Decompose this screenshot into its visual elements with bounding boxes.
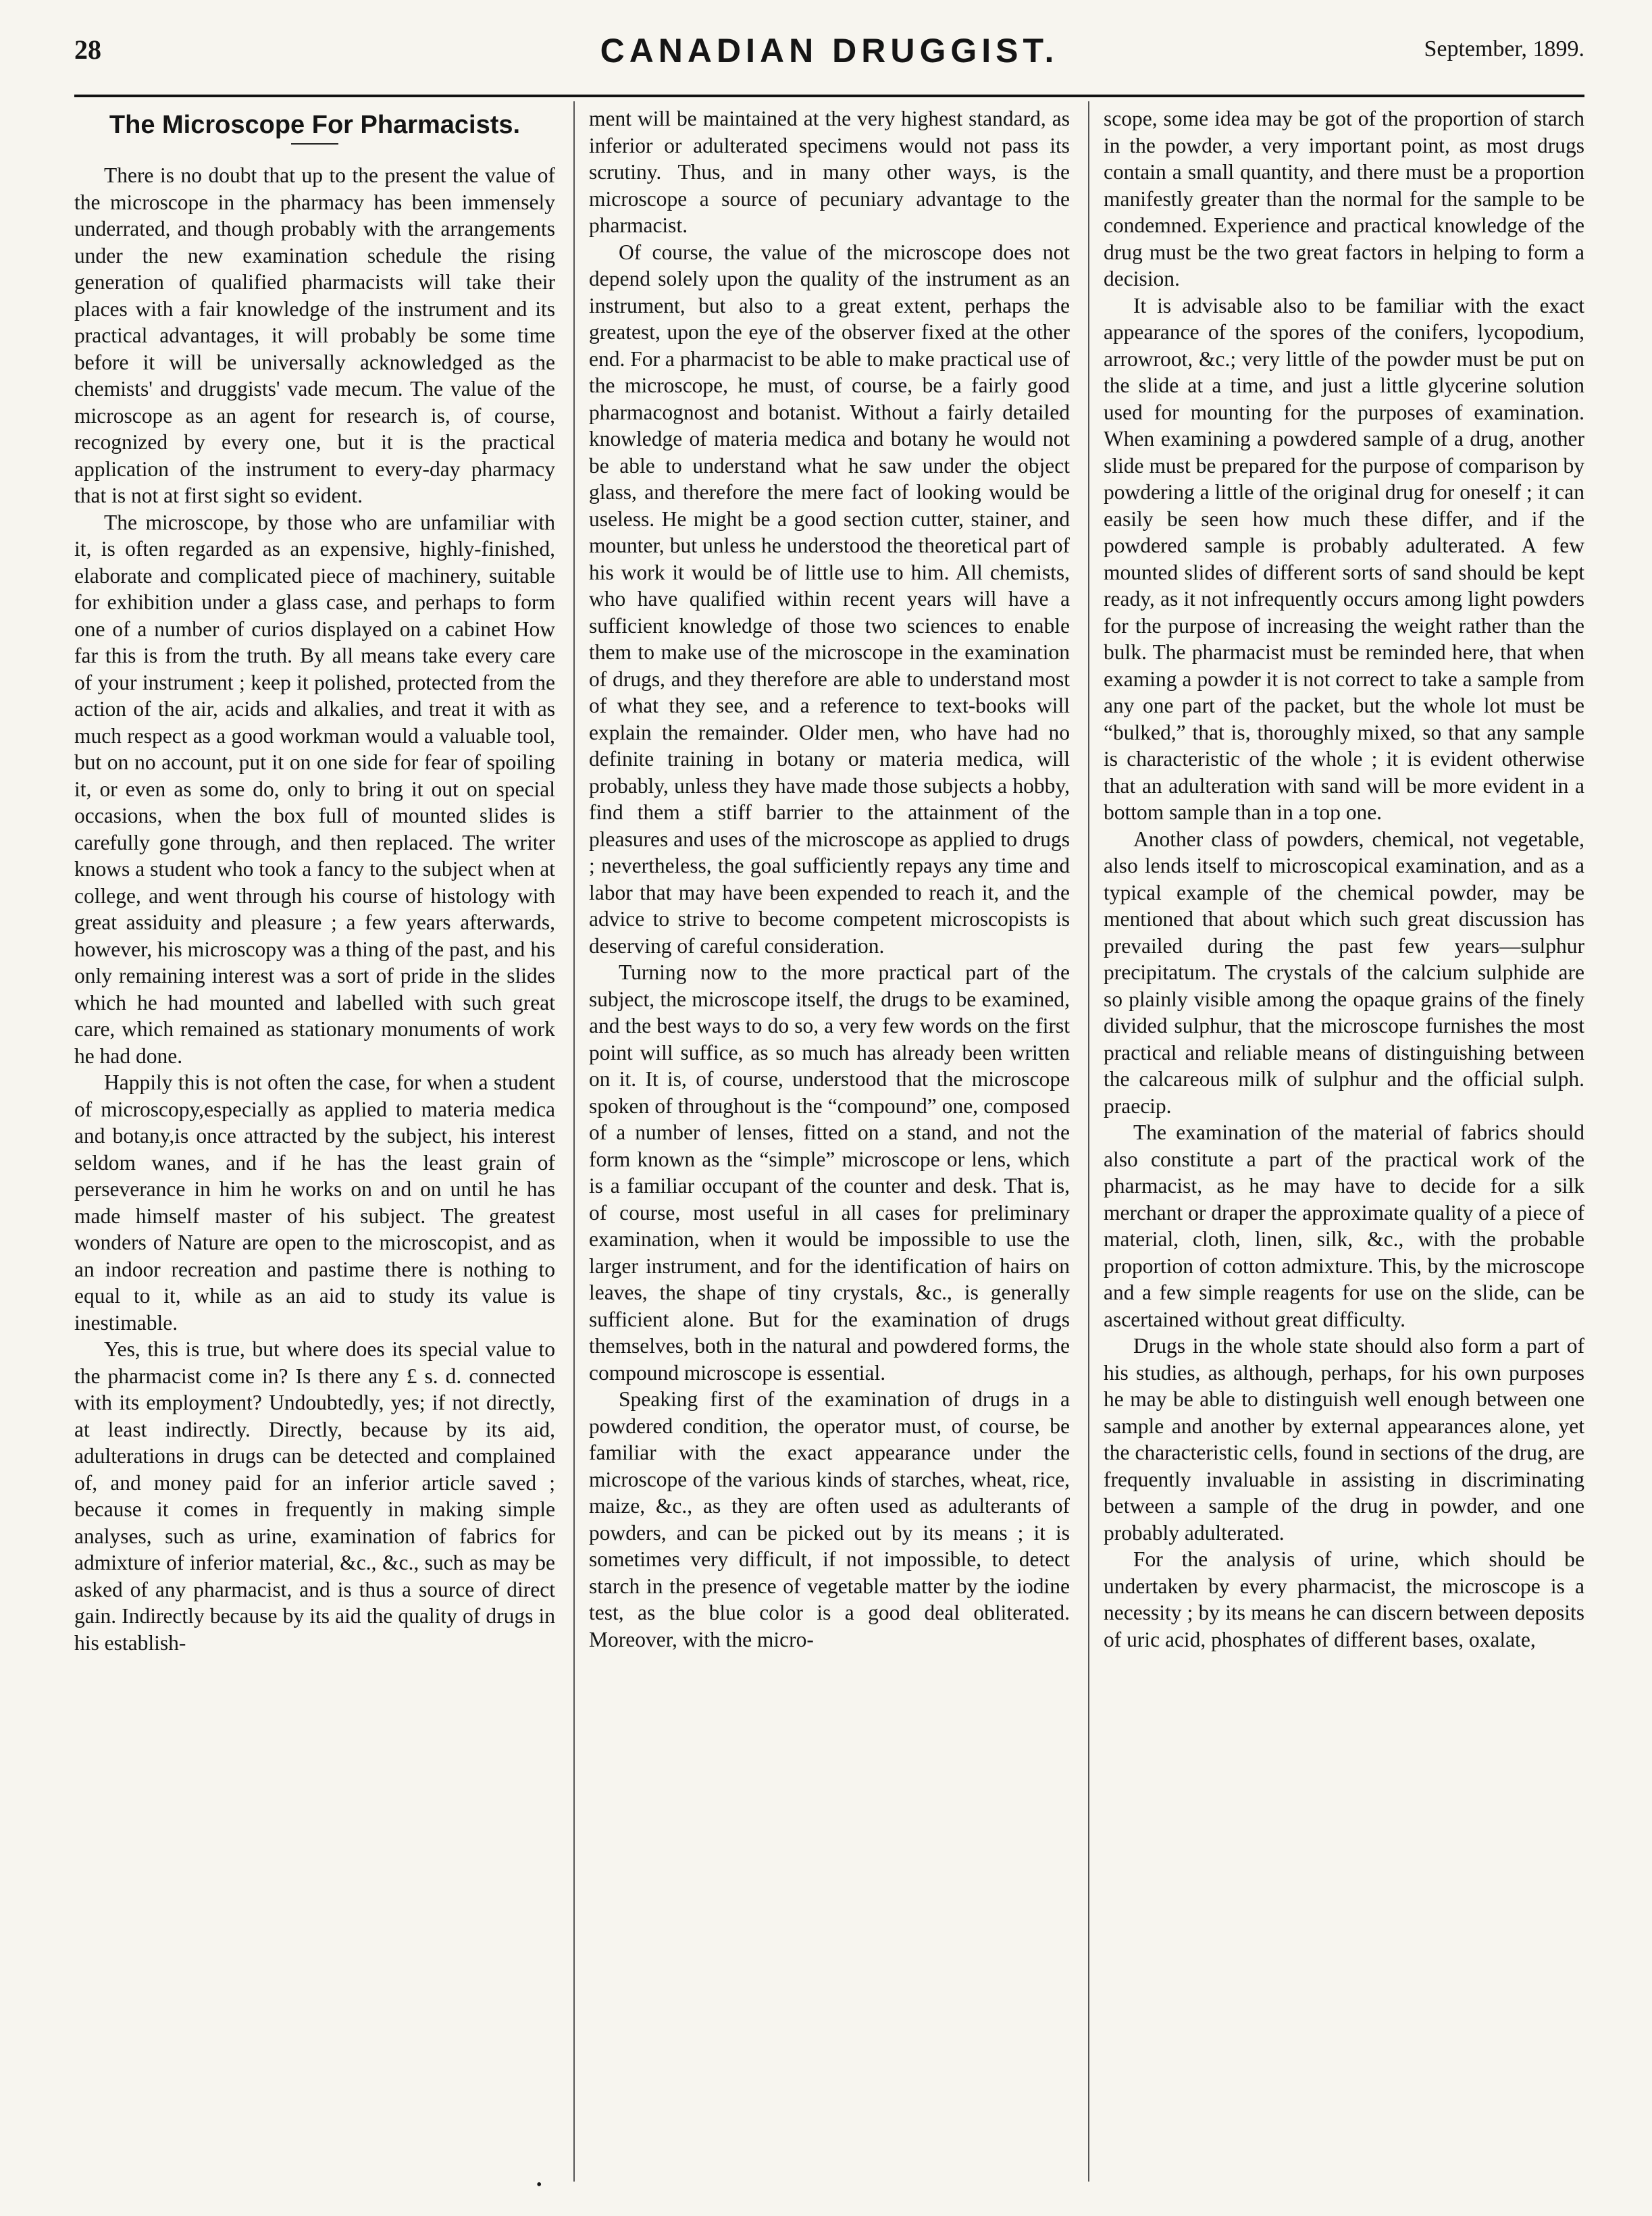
article-title: The Microscope For Pharmacists. xyxy=(109,111,521,139)
paragraph: Of course, the value of the microscope does not depend solely upon the quality of the instrument as an instrument, but also to a great extent, perhaps the greatest, upon the eye of the observer fixed at the other end. For a pharmacist to be able to make practical use of the microscope, he must, of course, be a fairly good pharmacognost and botanist. Without a fairly detailed knowledge of materia medica and botany he would not be able to understand what he saw under the object glass, and therefore the mere fact of looking would be useless. He might be a good section cutter, stainer, and mounter, but unless he understood the theoretical part of his work it would be of little use to him. All chemists, who have qualified within recent years will have a sufficient knowledge of those two sciences to enable them to make use of the microscope in the examination of drugs, and they therefore are able to understand most of what they see, and a reference to text-books will explain the remainder. Older men, who have had no definite training in botany or materia medica, will probably, unless they have made those subjects a hobby, find them a stiff barrier to the attainment of the pleasures and uses of the microscope as applied to drugs ; nevertheless, the goal sufficiently repays any time and labor that may have been expended to reach it, and the advice to strive to become competent microscopists is deserving of careful consideration. xyxy=(589,240,1070,958)
issue-date: September, 1899. xyxy=(1424,36,1584,61)
column-3 xyxy=(1104,105,1584,1653)
paragraph: Speaking first of the examination of drugs in a powdered condition, the operator must, of course, be familiar with the exact appearance under the microscope of the various kinds of starches, wheat, rice, maize, &c., as they are often used as adulterants of powders, and can be picked out by its means ; it is sometimes very difficult, if not impossible, to detect starch in the presence of vegetable matter by the iodine test, as the blue color is a good deal obliterated. Moreover, with the micro- xyxy=(589,1387,1070,1651)
page-header xyxy=(74,28,1584,76)
paragraph: For the analysis of urine, which should be undertaken by every pharmacist, the microscope is a necessity ; by its means he can discern between deposits of uric acid, phosphates of different bases, oxalate, xyxy=(1104,1547,1584,1651)
paragraph: Yes, this is true, but where does its special value to the pharmacist come in? Is there any £ s. d. connected with its employment? Undoubtedly, yes; if not directly, at least indirectly. Directly, because by its aid, adulterations in drugs can be detected and complained of, and money paid for an inferior article saved ; because it comes in frequently in making simple analyses, such as urine, examination of fabrics for admixture of inferior material, &c., &c., such as may be asked of any pharmacist, and is thus a source of direct gain. Indirectly because by its aid the quality of drugs in his establish- xyxy=(74,1337,555,1655)
paragraph: Turning now to the more practical part of the subject, the microscope itself, the drugs to be examined, and the best ways to do so, a very few words on the first point will suffice, as so much has already been written on it. It is, of course, understood that the microscope spoken of throughout is the “compound” one, composed of a number of lenses, fitted on a stand, and not the form known as the “simple” microscope or lens, which is a familiar occupant of the counter and desk. That is, of course, most useful in all cases for preliminary examination, when it would be impossible to use the larger instrument, and for the identification of hairs on leaves, the shape of tiny crystals, &c., is generally sufficient alone. But for the examination of drugs themselves, both in the natural and powdered forms, the compound microscope is essential. xyxy=(589,960,1070,1385)
print-mark: • xyxy=(536,2176,542,2194)
title-rule xyxy=(291,143,338,145)
page-number: 28 xyxy=(74,34,101,65)
column-divider xyxy=(573,101,575,2182)
column-divider xyxy=(1088,101,1089,2182)
paragraph: ment will be maintained at the very highest standard, as inferior or adulterated specimens would not pass its scrutiny. Thus, and in many other ways, is the microscope a source of pecuniary advantage to the pharmacist. xyxy=(589,107,1070,237)
header-rule xyxy=(74,95,1584,97)
journal-title: CANADIAN DRUGGIST. xyxy=(600,32,1059,70)
paragraph: Happily this is not often the case, for when a student of microscopy,especially as applied to materia medica and botany,is once attracted by the subject, his interest seldom wanes, and if he has the least grain of perseverance in him he works on and on until he has made himself master of his subject. The greatest wonders of Nature are open to the microscopist, and as an indoor recreation and pastime there is nothing to equal to it, while as an aid to study its value is inestimable. xyxy=(74,1071,555,1335)
paragraph: There is no doubt that up to the present the value of the microscope in the pharmacy has been immensely underrated, and though probably with the arrangements under the new examination schedule the rising generation of qualified pharmacists will take their places with a fair knowledge of the instrument and its practical advantages, it will probably be some time before it will be universally acknowledged as the chemists' and druggists' vade mecum. The value of the microscope as an agent for research is, of course, recognized by every one, but it is the practical application of the instrument to every-day pharmacy that is not at first sight so evident. xyxy=(74,163,555,507)
paragraph: scope, some idea may be got of the proportion of starch in the powder, a very important point, as most drugs contain a small quantity, and there must be a proportion manifestly greater than the normal for the sample to be condemned. Experience and practical knowledge of the drug must be the two great factors in helping to form a decision. xyxy=(1104,107,1584,290)
paragraph: Drugs in the whole state should also form a part of his studies, as although, perhaps, for his own purposes he may be able to distinguish well enough between one sample and another by external appearances alone, yet the characteristic cells, found in sections of the drug, are frequently invaluable in assisting in discriminating between a sample of the drug in powder, and one probably adulterated. xyxy=(1104,1334,1584,1545)
paragraph: The microscope, by those who are unfamiliar with it, is often regarded as an expensive, highly-finished, elaborate and complicated piece of machinery, suitable for exhibition under a glass case, and perhaps to form one of a number of curios displayed on a cabinet How far this is from the truth. By all means take every care of your instrument ; keep it polished, protected from the action of the air, acids and alkalies, and treat it with as much respect as a good workman would a valuable tool, but on no account, put it on one side for fear of spoiling it, or even as some do, only to bring it out on special occasions, when the box full of mounted slides is carefully gone through, and then replaced. The writer knows a student who took a fancy to the subject when at college, and went through his course of histology with great assiduity and pleasure ; a few years afterwards, however, his microscopy was a thing of the past, and his only remaining interest was a sort of pride in the slides which he had mounted and labelled with such great care, which remained as stationary monuments of work he had done. xyxy=(74,510,555,1068)
paragraph: It is advisable also to be familiar with the exact appearance of the spores of the conifers, lycopodium, arrowroot, &c.; very little of the powder must be put on the slide at a time, and just a little glycerine solution used for mounting for the purposes of examination. When examining a powdered sample of a drug, another slide must be prepared for the purpose of comparison by powdering a little of the original drug for oneself ; it can easily be seen how much these differ, and if the powdered sample is probably adulterated. A few mounted slides of different sorts of sand should be kept ready, as it not infrequently occurs among light powders for the purpose of increasing the weight rather than the bulk. The pharmacist must be reminded here, that when examing a powder it is not correct to take a sample from any one part of the packet, but the whole lot must be “bulked,” that is, thoroughly mixed, so that any sample is characteristic of the whole ; it is evident otherwise that an adulteration with sand will be more evident in a bottom sample than in a top one. xyxy=(1104,293,1584,824)
column-1 xyxy=(74,105,555,1656)
paragraph: Another class of powders, chemical, not vegetable, also lends itself to microscopical examination, and as a typical example of the chemical powder, may be mentioned that about which such great discussion has prevailed during the past few years—sulphur precipitatum. The crystals of the calcium sulphide are so plainly visible among the opaque grains of the finely divided sulphur, that the microscope furnishes the most practical and reliable means of distinguishing between the calcareous milk of sulphur and the official sulph. praecip. xyxy=(1104,827,1584,1118)
column-2 xyxy=(589,105,1070,1653)
paragraph: The examination of the material of fabrics should also constitute a part of the practical work of the pharmacist, as he may have to decide for a silk merchant or draper the approximate quality of a piece of material, cloth, linen, silk, &c., with the probable proportion of cotton admixture. This, by the microscope and a few simple reagents for use on the slide, can be ascertained without great difficulty. xyxy=(1104,1120,1584,1331)
